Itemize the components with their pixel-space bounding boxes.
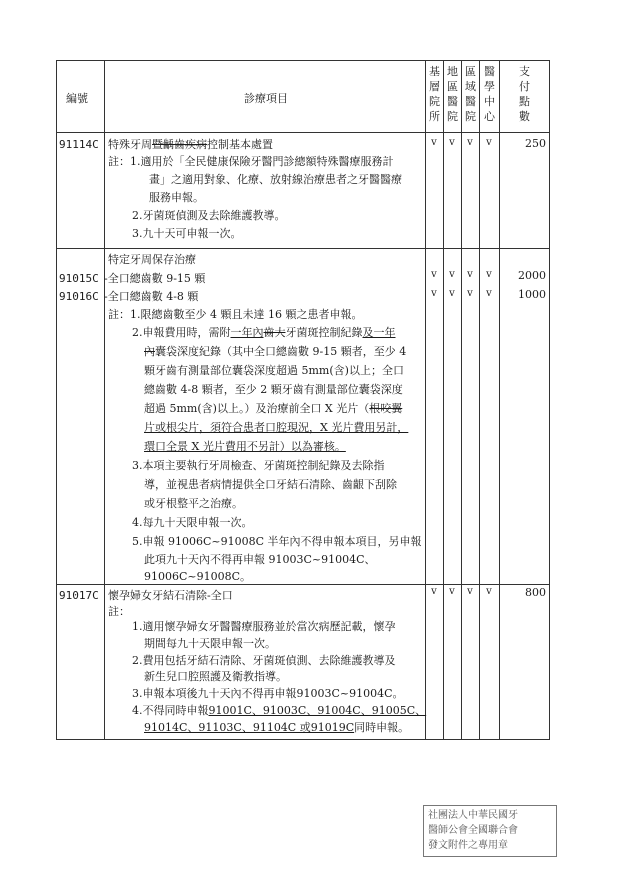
- row2-note1: 註：1.限總齒數至少 4 顆且未達 16 顆之患者申報。: [108, 308, 363, 321]
- stamp-line3: 發文附件之專用章: [428, 840, 508, 851]
- row2-note5-line2: 此項九十天內不得再申報 91003C~91004C、: [144, 553, 376, 566]
- col3-divider: [479, 60, 480, 740]
- row2a-mark-area: v: [467, 269, 473, 280]
- row2-item-a: -全口總齒數 9-15 顆: [104, 272, 206, 285]
- row3-note4-line2: 91014C、91103C、91104C 或91019C同時申報。: [144, 721, 410, 734]
- header-medical-center: 醫 學 中 心: [484, 65, 495, 123]
- col4-divider: [499, 60, 500, 740]
- row1-points: 250: [525, 137, 546, 150]
- row3-code: 91017C: [59, 589, 99, 602]
- row3-title: 懷孕婦女牙結石清除-全口: [108, 589, 233, 602]
- row3-mark-clinic: v: [431, 586, 437, 597]
- row2-note3-line2: 導，並視患者病情提供全口牙結石清除、齒齦下刮除: [144, 478, 397, 491]
- code-col-divider: [104, 60, 105, 740]
- row1-mark-clinic: v: [431, 137, 437, 148]
- row3-note2-line1: 2.費用包括牙結石清除、牙菌斑偵測、去除維護教導及: [132, 654, 396, 667]
- row1-title: 特殊牙周暨齲齒疾病控制基本處置: [108, 138, 273, 151]
- row2a-points: 2000: [518, 269, 546, 282]
- row2-note5-line3: 91006C~91008C。: [144, 570, 252, 583]
- header-item: 診療項目: [244, 92, 288, 105]
- row2b-mark-area: v: [467, 288, 473, 299]
- row2a-mark-clinic: v: [431, 269, 437, 280]
- row1-mark-center: v: [486, 137, 492, 148]
- row3-note3: 3.申報本項後九十天內不得再申報91003C~91004C。: [132, 687, 404, 700]
- row3-note-label: 註：: [108, 605, 130, 618]
- official-stamp: [423, 805, 557, 857]
- row2-note3-line3: 或牙根整平之治療。: [144, 497, 243, 510]
- row2-note3-line1: 3.本項主要執行牙周檢查、牙菌斑控制紀錄及去除指: [132, 459, 385, 472]
- row2-note2-line6: 片或根尖片，須符合患者口腔現況，X 光片費用另計，: [144, 421, 409, 434]
- row-divider-2: [56, 584, 550, 585]
- row1-note1-line2: 畫」之適用對象、化療、放射線治療患者之牙醫醫療: [149, 173, 402, 186]
- item-col-divider: [425, 60, 426, 740]
- row3-note1-line2: 期間每九十天限申報一次。: [144, 637, 276, 650]
- row1-note1-line3: 服務申報。: [149, 191, 204, 204]
- stamp-line2: 醫師公會全國聯合會: [428, 825, 518, 836]
- row1-mark-regional: v: [449, 137, 455, 148]
- row2b-mark-center: v: [486, 288, 492, 299]
- row2-code-b: 91016C: [59, 290, 99, 303]
- row3-note2-line2: 新生兒口腔照護及衛教指導。: [144, 670, 287, 683]
- row2-note2-line1: 2.申報費用時，需附一年內齒大牙菌斑控制紀錄及一年: [132, 326, 396, 339]
- row3-mark-center: v: [486, 586, 492, 597]
- row2-note4: 4.每九十天限申報一次。: [132, 516, 253, 529]
- header-clinic: 基 層 院 所: [429, 65, 440, 123]
- table-bottom-border: [56, 739, 550, 740]
- row3-mark-area: v: [467, 586, 473, 597]
- header-regional-hospital: 地 區 醫 院: [447, 65, 458, 123]
- row3-points: 800: [525, 586, 546, 599]
- row1-mark-area: v: [467, 137, 473, 148]
- row3-mark-regional: v: [449, 586, 455, 597]
- row2-note2-line2: 內囊袋深度紀錄（其中全口總齒數 9-15 顆者，至少 4: [144, 345, 407, 358]
- row2-note2-line7: 環口全景 X 光片費用不另計）以為審核。: [144, 440, 346, 453]
- col2-divider: [461, 60, 462, 740]
- row2-section-title: 特定牙周保存治療: [108, 253, 196, 266]
- row1-note2: 2.牙菌斑偵測及去除維護教導。: [132, 209, 286, 222]
- row2a-mark-center: v: [486, 269, 492, 280]
- table-left-border: [56, 60, 57, 740]
- col1-divider: [443, 60, 444, 740]
- header-code: 編號: [66, 92, 88, 105]
- row1-note1-line1: 註：1.適用於「全民健康保險牙醫門診總額特殊醫療服務計: [108, 155, 394, 168]
- header-points: 支 付 點 數: [519, 65, 530, 123]
- stamp-line1: 社團法人中華民國牙: [428, 810, 518, 821]
- table-right-border: [549, 60, 550, 740]
- row2b-mark-regional: v: [449, 288, 455, 299]
- row2b-mark-clinic: v: [431, 288, 437, 299]
- row2a-mark-regional: v: [449, 269, 455, 280]
- row2-code-a: 91015C: [59, 272, 99, 285]
- table-top-border: [56, 60, 550, 61]
- row3-note4-line1: 4.不得同時申報91001C、91003C、91004C、91005C、: [132, 704, 427, 717]
- row2-item-b: -全口總齒數 4-8 顆: [104, 290, 199, 303]
- row-divider-1: [56, 248, 550, 249]
- row2-note2-line3: 顆牙齒有測量部位囊袋深度超過 5mm(含)以上；全口: [144, 364, 404, 377]
- row1-code: 91114C: [59, 138, 99, 151]
- row2-note2-line4: 總齒數 4-8 顆者，至少 2 顆牙齒有測量部位囊袋深度: [144, 383, 403, 396]
- row2b-points: 1000: [518, 288, 546, 301]
- row2-note5-line1: 5.申報 91006C~91008C 半年內不得申報本項目，另申報: [132, 535, 422, 548]
- row3-note1-line1: 1.適用懷孕婦女牙醫醫療服務並於當次病歷記載，懷孕: [132, 620, 396, 633]
- header-bottom-border: [56, 132, 550, 133]
- header-area-hospital: 區 域 醫 院: [465, 65, 476, 123]
- row1-note3: 3.九十天可申報一次。: [132, 227, 242, 240]
- row2-note2-line5: 超過 5mm(含)以上。）及治療前全口 X 光片（根咬翼: [144, 402, 403, 415]
